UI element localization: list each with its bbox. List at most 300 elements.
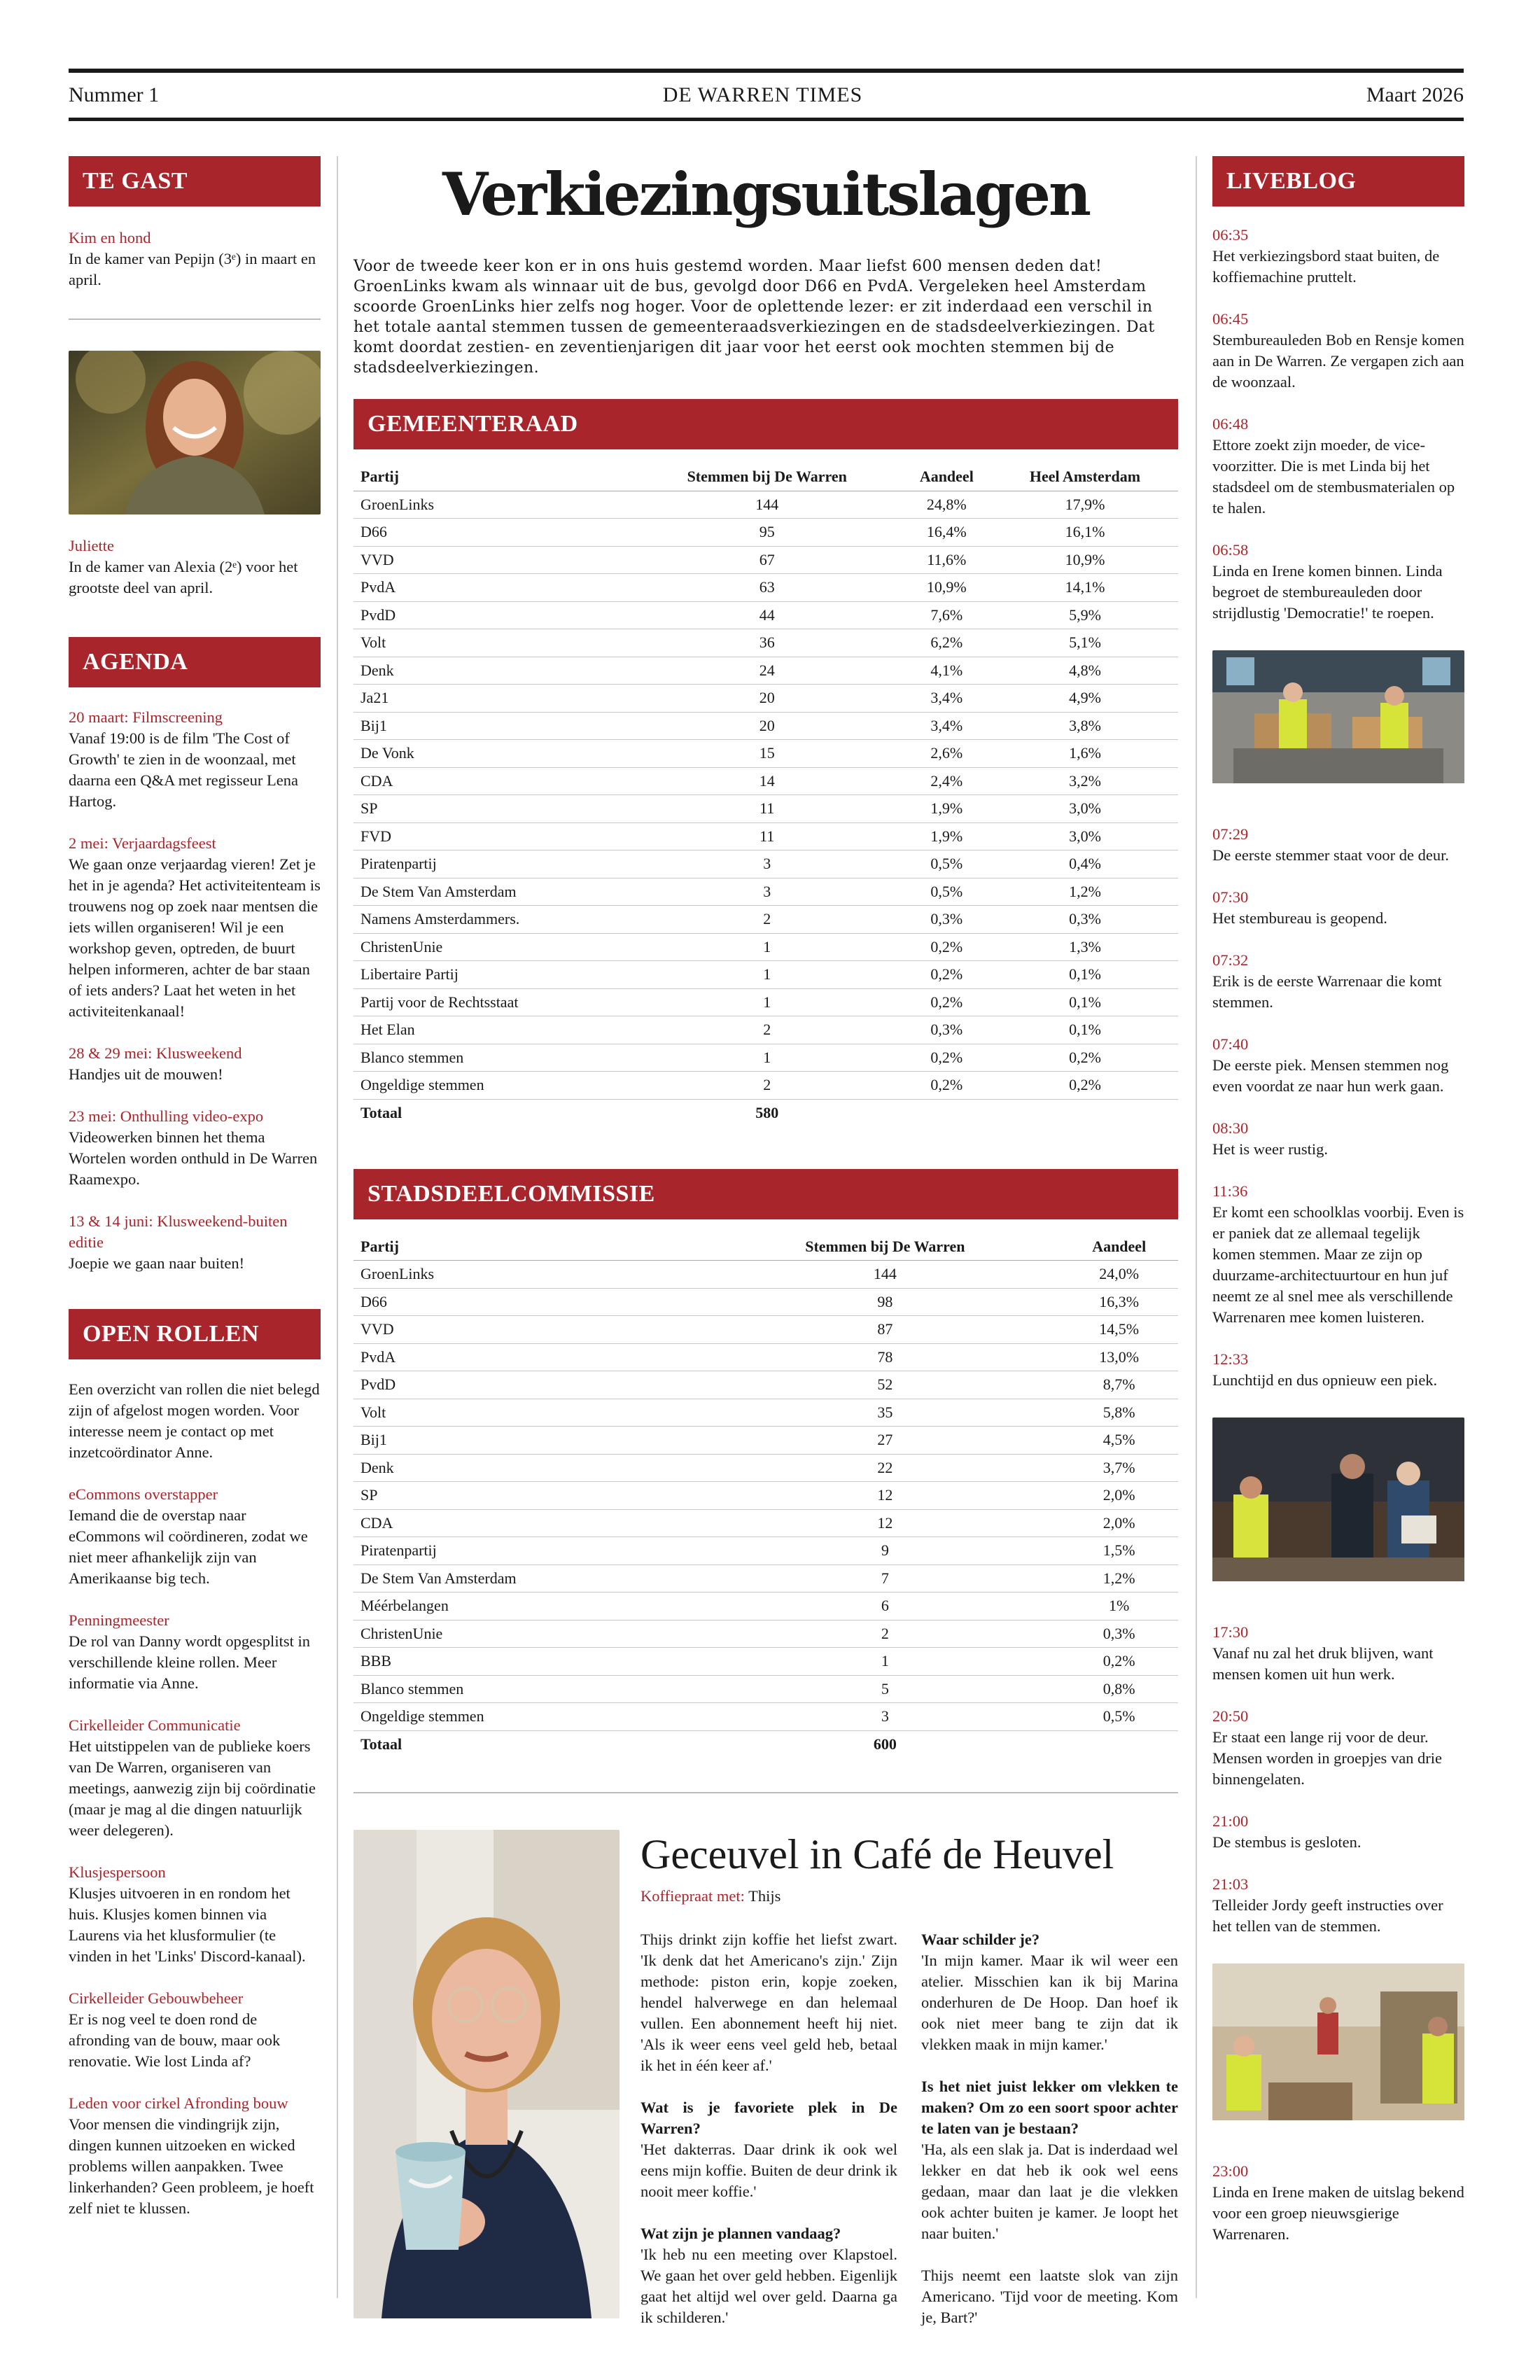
role-title: Leden voor cirkel Afronding bouw	[69, 2094, 288, 2112]
table-cell: Bij1	[354, 712, 633, 740]
masthead	[69, 69, 1464, 121]
intro-paragraph: Voor de tweede keer kon er in ons huis gestemd worden. Maar liefst 600 mensen deden dat! GroenLinks kwam als winnaar uit de bus, gevolgd door D66 en PvdA. Vergeleken heel Amsterdam scoorde GroenLinks hier zelfs nog hoger. Voor de oplettende lezer: er zit inderdaad een verschil in het totale aantal stemmen tussen de gemeenteraadsverkiezingen en de stadsdeelverkiezingen. Dat komt doordat zestien- en zeventienjarigen dit jaar voor het eerst ook mochten stemmen bij de stadsdeelverkiezingen.	[354, 258, 1155, 377]
liveblog-entry	[1212, 1034, 1464, 1097]
liveblog-entry	[1212, 1874, 1464, 1937]
liveblog-text: Lunchtijd en dus opnieuw een piek.	[1212, 1371, 1438, 1389]
table-cell: Denk	[354, 657, 633, 685]
table-cell: 0,5%	[902, 850, 992, 878]
table-cell: Het Elan	[354, 1016, 633, 1044]
table-cell: 144	[710, 1261, 1060, 1289]
table-cell: 17,9%	[992, 491, 1178, 519]
table-cell: VVD	[354, 1316, 710, 1344]
table-header-cell: Heel Amsterdam	[992, 463, 1178, 491]
table-header-cell: Aandeel	[1060, 1233, 1178, 1261]
table-cell: 3,7%	[1060, 1454, 1178, 1482]
table-row	[354, 1564, 1178, 1592]
table-cell: 13,0%	[1060, 1343, 1178, 1371]
table-cell: 22	[710, 1454, 1060, 1482]
interview-paragraph: Thijs neemt een laatste slok van zijn Americano. 'Tijd voor de meeting. Kom je, Bart?'	[921, 2266, 1178, 2326]
liveblog-text: De eerste stemmer staat voor de deur.	[1212, 846, 1449, 864]
table-cell: 12	[710, 1509, 1060, 1537]
table-row	[354, 491, 1178, 519]
interview-sub-label: Koffiepraat met:	[640, 1886, 745, 1905]
table-cell: 20	[633, 712, 902, 740]
table-cell: 36	[633, 629, 902, 657]
table-cell: 1	[633, 988, 902, 1016]
table-row	[354, 850, 1178, 878]
table-cell: Volt	[354, 1399, 710, 1427]
interview-question: Is het niet juist lekker om vlekken te maken? Om zo een soort spoor achter te laten van je bestaan?	[921, 2077, 1178, 2137]
table-cell: PvdD	[354, 1371, 710, 1399]
liveblog-entry	[1212, 1811, 1464, 1853]
agenda-item-title: 13 & 14 juni: Klusweekend-buiten editie	[69, 1212, 288, 1251]
table-cell: 1	[633, 961, 902, 989]
table-cell: 0,2%	[1060, 1648, 1178, 1676]
table-cell: 52	[710, 1371, 1060, 1399]
table-cell: 1	[633, 933, 902, 961]
liveblog-entry	[1212, 225, 1464, 288]
table-cell: 3,8%	[992, 712, 1178, 740]
liveblog-photo	[1212, 1963, 1464, 2126]
table-cell: 1,9%	[902, 822, 992, 850]
liveblog-text: Het stembureau is geopend.	[1212, 909, 1387, 927]
table-header-cell: Partij	[354, 1233, 710, 1261]
liveblog-text: Ettore zoekt zijn moeder, de vice-voorzitter. Die is met Linda bij het stadsdeel om de stembusmaterialen op te halen.	[1212, 436, 1455, 517]
table-cell: Partij voor de Rechtsstaat	[354, 988, 633, 1016]
liveblog-time: 21:00	[1212, 1812, 1249, 1830]
liveblog-text: De stembus is gesloten.	[1212, 1833, 1362, 1851]
table-cell: 24,0%	[1060, 1261, 1178, 1289]
interview-paragraph: Thijs drinkt zijn koffie het liefst zwart. 'Ik denk dat het Americano's zijn.' Zijn methode: piston erin, kopje zoeken, hendel halverwege en dan helemaal vullen. Een abonnement heeft hij niet. 'Als ik weer eens veel geld heb, betaal ik het in één keer af.'	[640, 1930, 897, 2074]
liveblog-text: Er staat een lange rij voor de deur. Mensen worden in groepjes van drie binnengelaten.	[1212, 1728, 1443, 1788]
table-cell: 0,2%	[992, 1072, 1178, 1100]
table-cell: 0,2%	[902, 961, 992, 989]
table-cell: CDA	[354, 767, 633, 795]
table-cell: 0,1%	[992, 961, 1178, 989]
te-gast-heading: TE GAST	[69, 156, 321, 206]
interview-column-1	[640, 1929, 897, 2349]
role-text: Iemand die de overstap naar eCommons wil coördineren, zodat we niet meer afhankelijk zijn van Amerikaanse big tech.	[69, 1506, 308, 1587]
liveblog-time: 06:35	[1212, 226, 1249, 244]
divider	[69, 318, 321, 320]
table-row	[354, 657, 1178, 685]
guest-text: In de kamer van Pepijn (3ᵉ) in maart en april.	[69, 250, 316, 288]
interview-sub-name: Thijs	[748, 1886, 781, 1905]
table-cell: 24	[633, 657, 902, 685]
table-header-cell: Stemmen bij De Warren	[633, 463, 902, 491]
liveblog-time: 17:30	[1212, 1623, 1249, 1641]
liveblog-text: Erik is de eerste Warrenaar die komt stemmen.	[1212, 972, 1442, 1011]
liveblog-text: Linda en Irene komen binnen. Linda begroet de stembureauleden door strijdlustig 'Democratie!' te roepen.	[1212, 562, 1443, 622]
liveblog-text: Het verkiezingsbord staat buiten, de koffiemachine pruttelt.	[1212, 247, 1440, 286]
main-column	[354, 156, 1178, 2349]
table-cell: SP	[354, 1482, 710, 1510]
gemeenteraad-table	[354, 463, 1178, 1127]
table-cell: De Stem Van Amsterdam	[354, 878, 633, 906]
table-cell: 0,2%	[902, 988, 992, 1016]
liveblog-entry	[1212, 1181, 1464, 1328]
table-cell: 0,2%	[992, 1044, 1178, 1072]
guest-name: Juliette	[69, 537, 114, 554]
table-cell: 10,9%	[902, 574, 992, 602]
table-cell: CDA	[354, 1509, 710, 1537]
table-cell: 3	[710, 1703, 1060, 1731]
table-cell: SP	[354, 795, 633, 823]
liveblog-entry	[1212, 309, 1464, 393]
agenda-item-text: We gaan onze verjaardag vieren! Zet je het in je agenda? Het activiteitenteam is trouwens nog op zoek naar mentsen die iets willen organiseren! Wil je een workshop geven, optreden, de buurt helpen informeren, achter de bar staan of iets anders? Laat het weten in het activiteitenkanaal!	[69, 855, 321, 1020]
table-cell: 1,6%	[992, 740, 1178, 768]
table-row	[354, 1261, 1178, 1289]
table-row	[354, 1620, 1178, 1648]
liveblog-entry	[1212, 1706, 1464, 1790]
liveblog-entry	[1212, 950, 1464, 1013]
agenda-item-title: 23 mei: Onthulling video-expo	[69, 1107, 264, 1125]
liveblog-text: Het is weer rustig.	[1212, 1140, 1328, 1158]
table-cell: Blanco stemmen	[354, 1675, 710, 1703]
table-cell: 2	[633, 906, 902, 934]
table-cell: 8,7%	[1060, 1371, 1178, 1399]
table-cell: 2,0%	[1060, 1509, 1178, 1537]
liveblog-entry	[1212, 2161, 1464, 2245]
liveblog-entry	[1212, 414, 1464, 519]
table-cell: 5,8%	[1060, 1399, 1178, 1427]
table-cell: 5	[710, 1675, 1060, 1703]
interview-photo-thijs	[354, 1830, 620, 2318]
table-cell: Ongeldige stemmen	[354, 1703, 710, 1731]
table-row	[354, 961, 1178, 989]
table-row	[354, 906, 1178, 934]
table-cell: 16,4%	[902, 519, 992, 547]
role-text: Het uitstippelen van de publieke koers van De Warren, organiseren van meetings, aanwezig zijn bij coördinatie (maar je mag al die dingen natuurlijk weer delegeren).	[69, 1737, 316, 1839]
table-row	[354, 1592, 1178, 1620]
table-cell: 14	[633, 767, 902, 795]
agenda-heading: AGENDA	[69, 637, 321, 687]
table-cell: BBB	[354, 1648, 710, 1676]
table-row	[354, 601, 1178, 629]
table-row	[354, 1072, 1178, 1100]
table-cell: 6,2%	[902, 629, 992, 657]
liveblog-text: Vanaf nu zal het druk blijven, want mensen komen uit hun werk.	[1212, 1644, 1434, 1683]
table-cell: D66	[354, 519, 633, 547]
table-row	[354, 685, 1178, 713]
liveblog-time: 20:50	[1212, 1707, 1249, 1725]
table-cell: 15	[633, 740, 902, 768]
table-cell: Totaal	[360, 1735, 402, 1753]
table-row	[354, 933, 1178, 961]
table-cell: Totaal	[360, 1104, 402, 1121]
table-cell: VVD	[354, 546, 633, 574]
table-cell: Bij1	[354, 1427, 710, 1455]
liveblog-time: 12:33	[1212, 1350, 1249, 1368]
table-row	[354, 1675, 1178, 1703]
liveblog-photo	[1212, 1418, 1464, 1587]
agenda-item-text: Joepie we gaan naar buiten!	[69, 1254, 245, 1272]
right-column	[1212, 156, 1464, 2266]
table-cell: 6	[710, 1592, 1060, 1620]
table-cell: 5,9%	[992, 601, 1178, 629]
table-cell: De Vonk	[354, 740, 633, 768]
table-total-row	[354, 1730, 1178, 1758]
table-cell: 35	[710, 1399, 1060, 1427]
table-cell: Libertaire Partij	[354, 961, 633, 989]
table-cell: ChristenUnie	[354, 933, 633, 961]
table-cell: 0,2%	[902, 933, 992, 961]
table-cell: PvdD	[354, 601, 633, 629]
liveblog-time: 06:48	[1212, 415, 1249, 433]
newspaper-name: DE WARREN TIMES	[662, 83, 863, 106]
table-cell: 14,1%	[992, 574, 1178, 602]
table-header-cell: Partij	[354, 463, 633, 491]
guest-name: Kim en hond	[69, 229, 151, 246]
guest-text: In de kamer van Alexia (2ᵉ) voor het grootste deel van april.	[69, 558, 298, 596]
interview-column-2	[921, 1929, 1178, 2349]
agenda-item-text: Videowerken binnen het thema Wortelen worden onthuld in De Warren Raamexpo.	[69, 1128, 318, 1188]
table-cell: Blanco stemmen	[354, 1044, 633, 1072]
table-cell: 3,0%	[992, 822, 1178, 850]
stadsdeel-heading: STADSDEELCOMMISSIE	[354, 1169, 1178, 1219]
issue-number: Nummer 1	[69, 83, 160, 106]
liveblog-time: 06:45	[1212, 310, 1249, 328]
table-cell: 3	[633, 850, 902, 878]
table-cell: 0,3%	[992, 906, 1178, 934]
table-row	[354, 1288, 1178, 1316]
table-cell: 4,9%	[992, 685, 1178, 713]
interview-paragraph: 'Ik heb nu een meeting over Klapstoel. We gaan het over geld hebben. Eigenlijk gaat het altijd wel over geld. Daarna ga ik schilderen.'	[640, 2245, 897, 2326]
table-cell: Ongeldige stemmen	[354, 1072, 633, 1100]
table-cell: 0,3%	[1060, 1620, 1178, 1648]
liveblog-entry	[1212, 1349, 1464, 1391]
open-rollen-heading: OPEN ROLLEN	[69, 1309, 321, 1359]
left-column	[69, 156, 321, 2240]
table-row	[354, 712, 1178, 740]
table-cell: 5,1%	[992, 629, 1178, 657]
table-cell: Piratenpartij	[354, 1537, 710, 1565]
table-cell	[1060, 1730, 1178, 1758]
table-cell: 0,5%	[1060, 1703, 1178, 1731]
page-title: Verkiezingsuitslagen	[442, 160, 1090, 229]
table-cell: 98	[710, 1288, 1060, 1316]
table-row	[354, 1016, 1178, 1044]
table-cell: 0,5%	[902, 878, 992, 906]
table-cell: 0,1%	[992, 988, 1178, 1016]
table-cell: 0,2%	[902, 1044, 992, 1072]
table-cell: 4,8%	[992, 657, 1178, 685]
liveblog-time: 07:29	[1212, 825, 1249, 843]
table-cell: 2,6%	[902, 740, 992, 768]
table-cell: 3	[633, 878, 902, 906]
liveblog-entry	[1212, 1622, 1464, 1685]
table-row	[354, 767, 1178, 795]
table-total-row	[354, 1099, 1178, 1127]
issue-date: Maart 2026	[1366, 83, 1464, 106]
table-cell: 27	[710, 1427, 1060, 1455]
interview-question: Wat is je favoriete plek in De Warren?	[640, 2098, 897, 2137]
table-cell: 3,2%	[992, 767, 1178, 795]
role-title: eCommons overstapper	[69, 1485, 218, 1503]
liveblog-time: 06:58	[1212, 541, 1249, 559]
table-row	[354, 629, 1178, 657]
table-row	[354, 878, 1178, 906]
table-cell: 0,3%	[902, 1016, 992, 1044]
agenda-item-title: 28 & 29 mei: Klusweekend	[69, 1044, 242, 1062]
table-cell: 0,3%	[902, 906, 992, 934]
table-row	[354, 1703, 1178, 1731]
table-cell: 0,4%	[992, 850, 1178, 878]
table-row	[354, 1044, 1178, 1072]
table-cell: 3,4%	[902, 712, 992, 740]
liveblog-time: 23:00	[1212, 2162, 1249, 2180]
table-cell: Méérbelangen	[354, 1592, 710, 1620]
open-rollen-intro: Een overzicht van rollen die niet belegd zijn of afgelost mogen worden. Voor interesse neem je contact op met inzetcoördinator Anne.	[69, 1380, 320, 1461]
table-row	[354, 1509, 1178, 1537]
interview-question: Wat zijn je plannen vandaag?	[640, 2224, 841, 2242]
role-text: De rol van Danny wordt opgesplitst in verschillende kleine rollen. Meer informatie via Anne.	[69, 1632, 310, 1692]
liveblog-time: 08:30	[1212, 1119, 1249, 1137]
table-row	[354, 1343, 1178, 1371]
liveblog-entry	[1212, 824, 1464, 866]
table-cell: FVD	[354, 822, 633, 850]
role-text: Er is nog veel te doen rond de afronding van de bouw, maar ook renovatie. Wie lost Linda af?	[69, 2010, 281, 2070]
table-cell: 12	[710, 1482, 1060, 1510]
table-row	[354, 822, 1178, 850]
column-divider-left	[337, 156, 338, 2298]
liveblog-time: 07:40	[1212, 1035, 1249, 1053]
table-row	[354, 1482, 1178, 1510]
role-text: Voor mensen die vindingrijk zijn, dingen kunnen uitzoeken en wicked problems willen aanpakken. Twee linkerhanden? Geen probleem, je hoeft zelf niet te klussen.	[69, 2115, 314, 2217]
interview-question: Waar schilder je?	[921, 1930, 1040, 1948]
liveblog-text: Linda en Irene maken de uitslag bekend voor een groep nieuwsgierige Warrenaren.	[1212, 2183, 1464, 2243]
liveblog-time: 07:32	[1212, 951, 1249, 969]
table-cell: 4,5%	[1060, 1427, 1178, 1455]
liveblog-photo	[1212, 650, 1464, 789]
table-cell: 24,8%	[902, 491, 992, 519]
liveblog-text: De eerste piek. Mensen stemmen nog even voordat ze naar hun werk gaan.	[1212, 1056, 1449, 1095]
table-header-cell: Stemmen bij De Warren	[710, 1233, 1060, 1261]
table-cell: 1,5%	[1060, 1537, 1178, 1565]
role-title: Klusjespersoon	[69, 1863, 166, 1881]
table-cell: 11,6%	[902, 546, 992, 574]
role-title: Penningmeester	[69, 1611, 169, 1629]
liveblog-text: Er komt een schoolklas voorbij. Even is er paniek dat ze allemaal tegelijk komen stemmen. Maar ze zijn op duurzame-architectuurtour en hun juf neemt ze al snel mee als verschillende Warrenaren mee komen luisteren.	[1212, 1203, 1464, 1326]
stadsdeel-table	[354, 1233, 1178, 1758]
table-cell: 4,1%	[902, 657, 992, 685]
table-cell: 2	[633, 1072, 902, 1100]
table-row	[354, 1316, 1178, 1344]
column-divider-right	[1196, 156, 1197, 2298]
table-cell: Volt	[354, 629, 633, 657]
table-cell: 1,2%	[992, 878, 1178, 906]
table-cell: D66	[354, 1288, 710, 1316]
role-text: Klusjes uitvoeren in en rondom het huis. Klusjes komen binnen via Laurens via het klusformulier (te vinden in het 'Links' Discord-kanaal).	[69, 1884, 306, 1965]
table-cell: 20	[633, 685, 902, 713]
liveblog-list	[1212, 225, 1464, 2245]
table-cell	[992, 1099, 1178, 1127]
table-cell: 600	[873, 1735, 897, 1753]
table-row	[354, 574, 1178, 602]
table-cell: 2	[633, 1016, 902, 1044]
table-row	[354, 519, 1178, 547]
table-cell: 2,0%	[1060, 1482, 1178, 1510]
interview-paragraph: 'In mijn kamer. Maar ik wil weer een atelier. Misschien kan ik bij Marina onderhuren de De Hoop. Dan hoef ik ook niet meer bang te zijn dat ik vlekken maak in mijn kamer.'	[921, 1951, 1178, 2053]
table-cell: 87	[710, 1316, 1060, 1344]
table-cell: PvdA	[354, 1343, 710, 1371]
table-cell: 7,6%	[902, 601, 992, 629]
liveblog-entry	[1212, 887, 1464, 929]
table-cell: 11	[633, 795, 902, 823]
guest-photo-juliette	[69, 351, 321, 514]
liveblog-text: Telleider Jordy geeft instructies over het tellen van de stemmen.	[1212, 1896, 1443, 1935]
table-cell: 95	[633, 519, 902, 547]
table-row	[354, 546, 1178, 574]
table-cell: PvdA	[354, 574, 633, 602]
agenda-item-title: 20 maart: Filmscreening	[69, 708, 223, 726]
table-cell: Piratenpartij	[354, 850, 633, 878]
table-cell: De Stem Van Amsterdam	[354, 1564, 710, 1592]
table-cell: 1	[633, 1044, 902, 1072]
table-cell: 67	[633, 546, 902, 574]
table-cell: 0,2%	[902, 1072, 992, 1100]
table-cell	[902, 1099, 992, 1127]
liveblog-entry	[1212, 540, 1464, 624]
table-cell: Ja21	[354, 685, 633, 713]
table-cell: 2	[710, 1620, 1060, 1648]
interview-section	[354, 1830, 1178, 2349]
agenda-item-text: Vanaf 19:00 is de film 'The Cost of Growth' te zien in de woonzaal, met daarna een Q&A met regisseur Lena Hartog.	[69, 729, 298, 810]
table-cell: 7	[710, 1564, 1060, 1592]
table-row	[354, 1648, 1178, 1676]
table-row	[354, 988, 1178, 1016]
table-row	[354, 1537, 1178, 1565]
table-row	[354, 1371, 1178, 1399]
agenda-item-title: 2 mei: Verjaardagsfeest	[69, 834, 216, 852]
table-cell: GroenLinks	[354, 491, 633, 519]
table-cell: Namens Amsterdammers.	[354, 906, 633, 934]
liveblog-time: 07:30	[1212, 888, 1249, 906]
table-cell: 9	[710, 1537, 1060, 1565]
table-cell: 44	[633, 601, 902, 629]
table-cell: 3,0%	[992, 795, 1178, 823]
table-cell: Denk	[354, 1454, 710, 1482]
table-cell: 1	[710, 1648, 1060, 1676]
divider	[354, 1792, 1178, 1793]
table-cell: 1,2%	[1060, 1564, 1178, 1592]
table-cell: 16,1%	[992, 519, 1178, 547]
interview-paragraph: 'Ha, als een slak ja. Dat is inderdaad wel lekker en dat heb ik ook wel eens gedaan, maar dan laat je die vlekken ook achter buiten je kamer. Je loopt het naar buiten.'	[921, 2140, 1178, 2242]
gemeenteraad-heading: GEMEENTERAAD	[354, 399, 1178, 449]
table-cell: 1%	[1060, 1592, 1178, 1620]
interview-paragraph: 'Het dakterras. Daar drink ik ook wel eens mijn koffie. Buiten de deur drink ik nooit meer koffie.'	[640, 2140, 897, 2200]
table-cell: GroenLinks	[354, 1261, 710, 1289]
table-cell: 63	[633, 574, 902, 602]
table-cell: 3,4%	[902, 685, 992, 713]
table-cell: 2,4%	[902, 767, 992, 795]
interview-title: Geceuvel in Café de Heuvel	[640, 1830, 1114, 1877]
table-cell: ChristenUnie	[354, 1620, 710, 1648]
role-title: Cirkelleider Communicatie	[69, 1716, 241, 1734]
table-cell: 1,3%	[992, 933, 1178, 961]
table-cell: 11	[633, 822, 902, 850]
table-row	[354, 1399, 1178, 1427]
table-cell: 580	[755, 1104, 779, 1121]
table-row	[354, 795, 1178, 823]
table-row	[354, 740, 1178, 768]
table-cell: 0,1%	[992, 1016, 1178, 1044]
liveblog-heading: LIVEBLOG	[1212, 156, 1464, 206]
table-row	[354, 1454, 1178, 1482]
liveblog-time: 21:03	[1212, 1875, 1249, 1893]
liveblog-text: Stembureauleden Bob en Rensje komen aan in De Warren. Ze vergapen zich aan de woonzaal.	[1212, 331, 1464, 391]
table-cell: 0,8%	[1060, 1675, 1178, 1703]
